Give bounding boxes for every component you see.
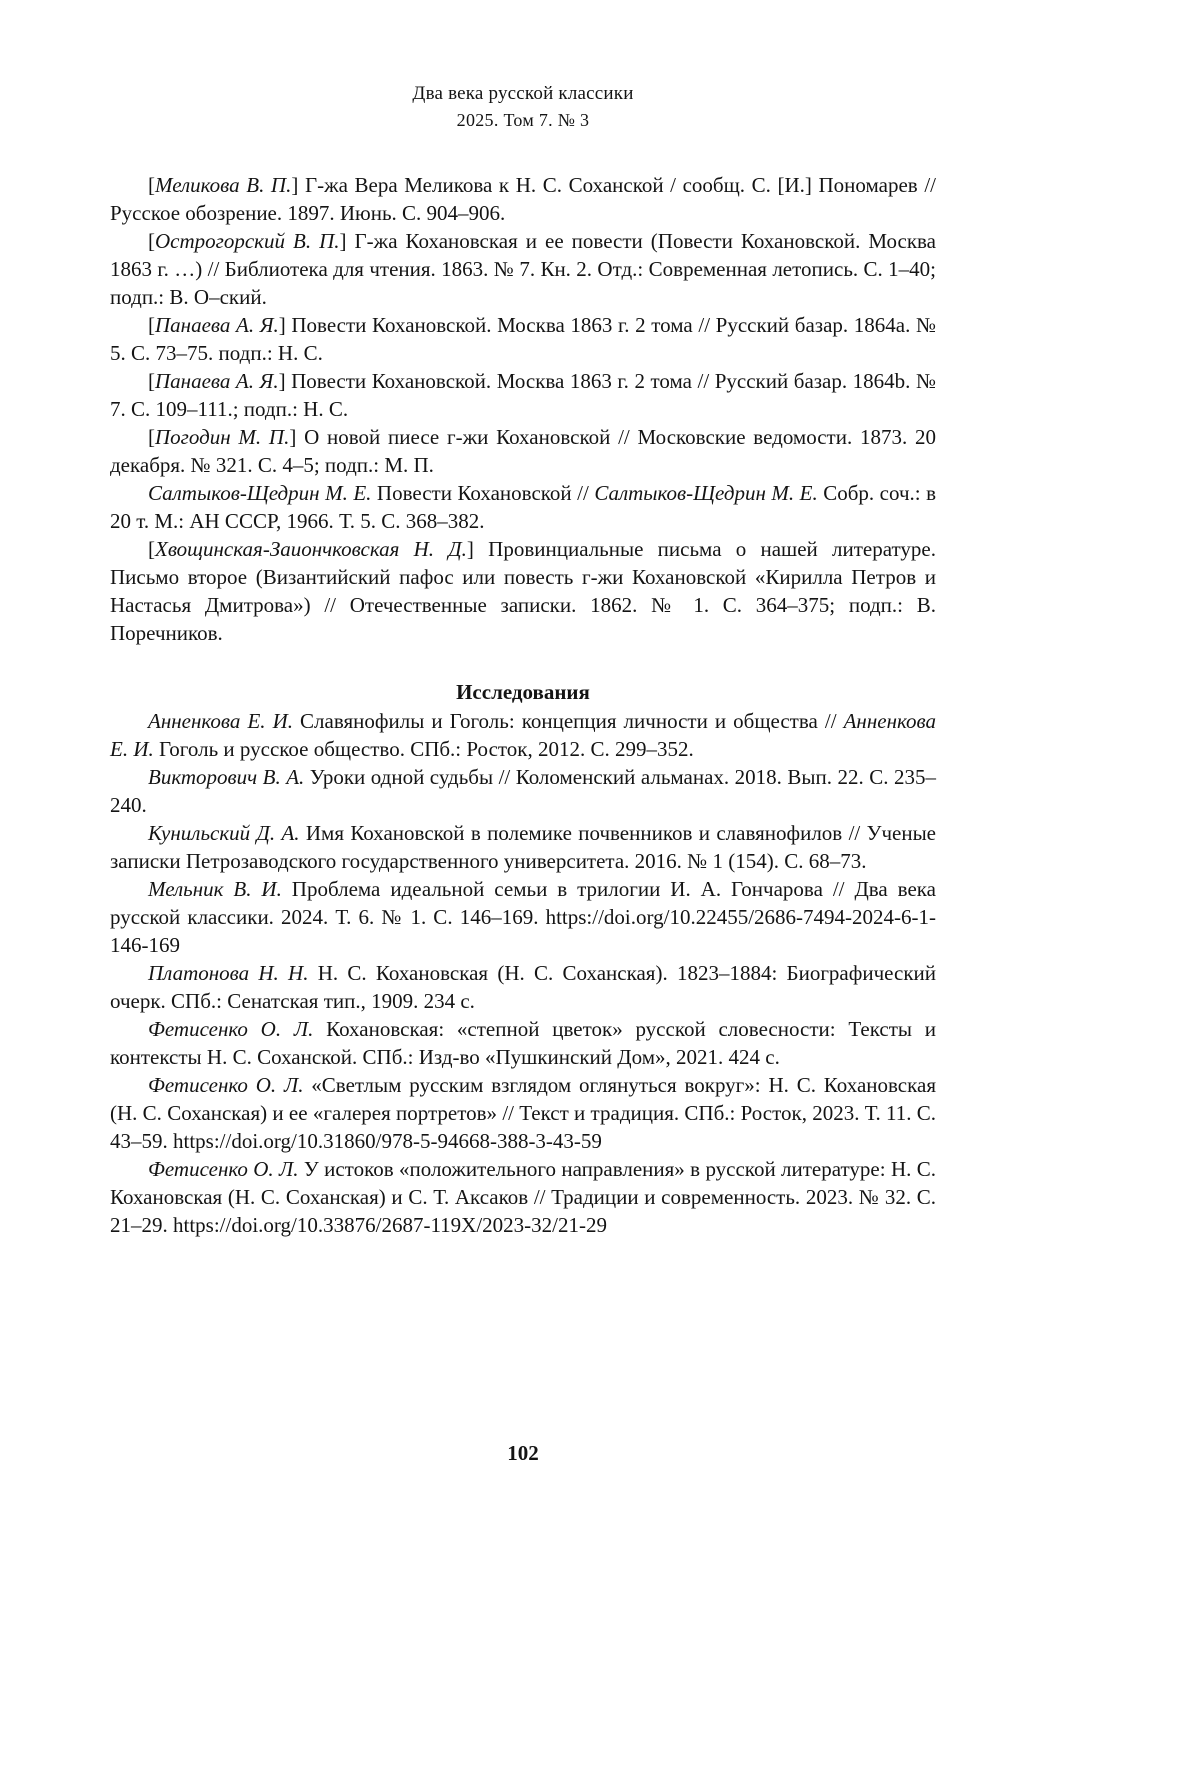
bibliography-entry <box>110 479 936 535</box>
studies-section-heading: Исследования <box>456 680 590 704</box>
content-column <box>110 0 936 1239</box>
entry-text-segment: Имя Кохановской в полемике почвенников и славянофилов // Ученые записки Петрозаводского государственного университета. 2016. № 1 (154). С. 68–73. <box>110 821 936 873</box>
entry-text-segment: У истоков «положительного направления» в русской литературе: Н. С. Кохановская (Н. С. Соханская) и С. Т. Аксаков // Традиции и современность. 2023. № 32. С. 21–29. https://doi.org/10.33876/2687-119X/2023-32/21-29 <box>110 1157 936 1237</box>
bibliography <box>110 171 936 1239</box>
entry-text-segment: Уроки одной судьбы // Коломенский альманах. 2018. Вып. 22. С. 235–240. <box>110 765 936 817</box>
bibliography-entry <box>110 819 936 875</box>
journal-header <box>110 0 936 133</box>
entry-text-segment: [ <box>148 229 155 253</box>
bibliography-entry <box>110 707 936 763</box>
entry-author-segment: Фетисенко О. Л. <box>148 1017 314 1041</box>
studies-section <box>110 707 936 1239</box>
entry-text-segment: ] Провинциальные письма о нашей литературе. Письмо второе (Византийский пафос или повесть г-жи Кохановской «Кирилла Петров и Настасья Дмитрова») // Отечественные записки. 1862. № 1. С. 364–375; подп.: В. Поречников. <box>110 537 937 645</box>
bibliography-entry <box>110 959 936 1015</box>
bibliography-entry <box>110 367 936 423</box>
entry-author-segment: Анненкова Е. И. <box>110 709 936 761</box>
bibliography-entry <box>110 875 936 959</box>
journal-title: Два века русской классики <box>412 83 634 104</box>
issue-info: 2025. Том 7. № 3 <box>456 110 590 130</box>
entry-author-segment: Фетисенко О. Л. <box>148 1073 304 1097</box>
entry-author-segment: Салтыков-Щедрин М. Е. <box>594 481 818 505</box>
entry-author-segment: Меликова В. П. <box>155 173 292 197</box>
entry-author-segment: Фетисенко О. Л. <box>148 1157 299 1181</box>
entry-author-segment: Хвощинская-Заиончковская Н. Д. <box>155 537 467 561</box>
entry-text-segment: Повести Кохановской // <box>371 481 595 505</box>
entry-text-segment: ] Г-жа Вера Меликова к Н. С. Соханской / сообщ. С. [И.] Пономарев // Русское обозрение. 1897. Июнь. С. 904–906. <box>110 173 936 225</box>
entry-text-segment: Собр. соч.: в 20 т. М.: АН СССР, 1966. Т. 5. С. 368–382. <box>110 481 937 533</box>
entry-author-segment: Мельник В. И. <box>148 877 282 901</box>
entry-text-segment: Гоголь и русское общество. СПб.: Росток, 2012. С. 299–352. <box>153 737 694 761</box>
entry-text-segment: Проблема идеальной семьи в трилогии И. А. Гончарова // Два века русской классики. 2024. Т. 6. № 1. С. 146–169. https://doi.org/10.22455/2686-7494-2024-6-1-146-169 <box>110 877 936 957</box>
bibliography-entry <box>110 227 936 311</box>
entry-author-segment: Салтыков-Щедрин М. Е. <box>148 481 372 505</box>
entry-author-segment: Платонова Н. Н. <box>148 961 309 985</box>
bibliography-entry <box>110 1015 936 1071</box>
bibliography-entry <box>110 535 936 647</box>
entry-text-segment: [ <box>148 537 155 561</box>
entry-text-segment: [ <box>148 425 155 449</box>
bibliography-entry <box>110 1071 936 1155</box>
entry-text-segment: [ <box>148 173 155 197</box>
entry-text-segment: «Светлым русским взглядом оглянуться вокруг»: Н. С. Кохановская (Н. С. Соханская) и ее «галерея портретов» // Текст и традиция. СПб.: Росток, 2023. Т. 11. С. 43–59. https://doi.org/10.31860/978-5-94668-388-3-43-59 <box>110 1073 936 1153</box>
entry-author-segment: Викторович В. А. <box>148 765 305 789</box>
entry-author-segment: Панаева А. Я. <box>155 313 279 337</box>
entry-text-segment: ] О новой пиесе г-жи Кохановской // Московские ведомости. 1873. 20 декабря. № 321. С. 4–5; подп.: М. П. <box>110 425 936 477</box>
bibliography-entry <box>110 1155 936 1239</box>
entry-author-segment: Острогорский В. П. <box>155 229 340 253</box>
entry-author-segment: Кунильский Д. А. <box>148 821 300 845</box>
bibliography-entry <box>110 311 936 367</box>
entry-text-segment: [ <box>148 369 155 393</box>
bibliography-entry <box>110 171 936 227</box>
bibliography-entry <box>110 763 936 819</box>
entry-text-segment: ] Повести Кохановской. Москва 1863 г. 2 тома // Русский базар. 1864a. № 5. С. 73–75. подп.: Н. С. <box>110 313 936 365</box>
page-number: 102 <box>507 1441 539 1465</box>
entry-text-segment: Н. С. Кохановская (Н. С. Соханская). 1823–1884: Биографический очерк. СПб.: Сенатская тип., 1909. 234 с. <box>110 961 937 1013</box>
bibliography-entry <box>110 423 936 479</box>
entry-text-segment: ] Повести Кохановской. Москва 1863 г. 2 тома // Русский базар. 1864b. № 7. С. 109–111.; подп.: Н. С. <box>110 369 936 421</box>
entry-text-segment: Кохановская: «степной цветок» русской словесности: Тексты и контексты Н. С. Соханской. СПб.: Изд-во «Пушкинский Дом», 2021. 424 с. <box>110 1017 936 1069</box>
entry-text-segment: ] Г-жа Кохановская и ее повести (Повести Кохановской. Москва 1863 г. …) // Библиотека для чтения. 1863. № 7. Кн. 2. Отд.: Современная летопись. С. 1–40; подп.: В. О–ский. <box>110 229 936 309</box>
entry-author-segment: Панаева А. Я. <box>155 369 279 393</box>
entry-author-segment: Анненкова Е. И. <box>148 709 293 733</box>
entry-text-segment: Славянофилы и Гоголь: концепция личности и общества // <box>293 709 844 733</box>
entry-text-segment: [ <box>148 313 155 337</box>
entry-author-segment: Погодин М. П. <box>155 425 290 449</box>
references-section <box>110 171 936 647</box>
